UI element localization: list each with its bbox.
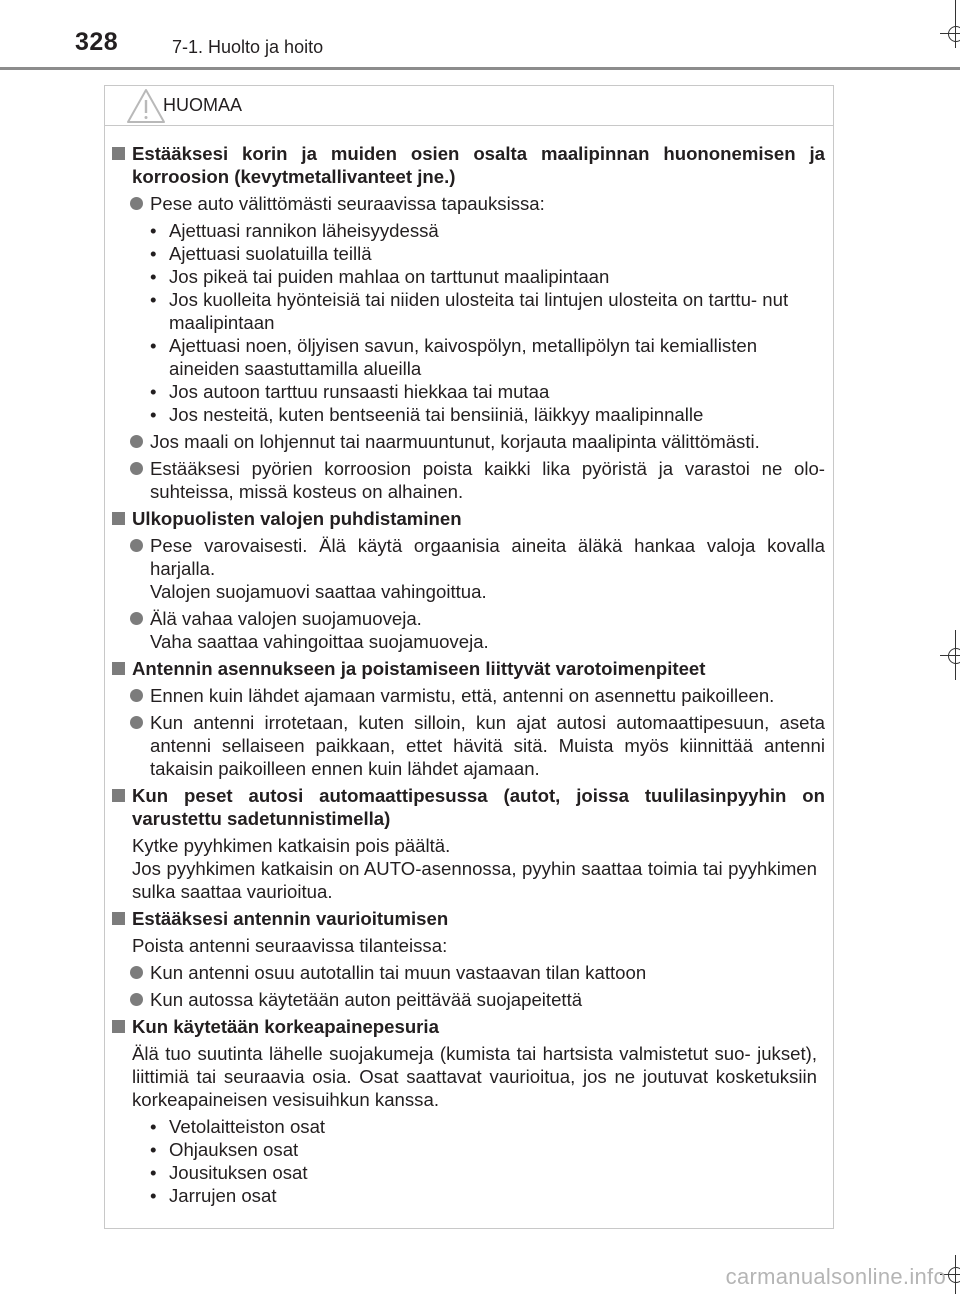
header-rule [0, 67, 960, 70]
sublist-item: • Ajettuasi rannikon läheisyydessä [150, 220, 439, 241]
sublist-item: • Jarrujen osat [150, 1185, 277, 1206]
list-item: Kun antenni osuu autotallin tai muun vastaavan tilan kattoon [105, 961, 833, 984]
list-item: Pese auto välittömästi seuraavissa tapauksissa: [105, 192, 833, 215]
sublist-item: • Ajettuasi noen, öljyisen savun, kaivospölyn, metallipölyn tai kemiallisten aineiden saastuttamilla alueilla [150, 335, 758, 379]
notice-content [105, 142, 833, 1207]
round-bullet-icon [130, 612, 143, 625]
sublist-item: • Jos nesteitä, kuten bentseeniä tai bensiiniä, läikkyy maalipinnalle [150, 404, 704, 425]
sublist-item: • Jos kuolleita hyönteisiä tai niiden ulosteita tai lintujen ulosteita on tarttu- nut maalipintaan [150, 289, 789, 333]
section-paint-protection [105, 142, 833, 503]
crop-mark-right-middle [940, 630, 960, 680]
sublist-item: • Jousituksen osat [150, 1162, 308, 1183]
square-bullet-icon [112, 789, 125, 802]
section-heading: Estääksesi antennin vaurioitumisen [105, 907, 833, 930]
sublist [105, 1115, 833, 1207]
section-paragraph: Älä tuo suutinta lähelle suojakumeja (kumista tai hartsista valmistetut suo- jukset), liittimiä tai seuraavia osia. Osat saattavat vaurioitua, jos ne joutuvat kosketuksiin korkeapaineisen vesisuihkun kanssa. [132, 1043, 817, 1110]
sublist [105, 219, 833, 426]
warning-triangle-icon [126, 88, 166, 124]
round-bullet-icon [130, 462, 143, 475]
square-bullet-icon [112, 912, 125, 925]
list-item: Ennen kuin lähdet ajamaan varmistu, että, antenni on asennettu paikoilleen. [105, 684, 833, 707]
section-heading: Kun käytetään korkeapainepesuria [105, 1015, 833, 1038]
list-item: Jos maali on lohjennut tai naarmuuntunut, korjauta maalipinta välittömästi. [105, 430, 833, 453]
square-bullet-icon [112, 662, 125, 675]
square-bullet-icon [112, 1020, 125, 1033]
list-item: Pese varovaisesti. Älä käytä orgaanisia aineita äläkä hankaa valoja kovalla harjalla. Valojen suojamuovi saattaa vahingoittua. [105, 534, 833, 603]
list-item: Kun antenni irrotetaan, kuten silloin, kun ajat autosi automaattipesuun, aseta antenni sellaiseen paikkaan, ettet hävitä sitä. Muista myös kiinnittää antenni takaisin paikoilleen ennen kuin lähdet ajamaan. [105, 711, 833, 780]
notice-box [104, 85, 834, 1229]
round-bullet-icon [130, 966, 143, 979]
section-heading: Kun peset autosi automaattipesussa (autot, joissa tuulilasinpyyhin on varustettu sadetunnistimella) [105, 784, 833, 830]
section-automatic-car-wash [105, 784, 833, 903]
sublist-item: • Ajettuasi suolatuilla teillä [150, 243, 372, 264]
section-heading: Antennin asennukseen ja poistamiseen liittyvät varotoimenpiteet [105, 657, 833, 680]
section-antenna-precautions [105, 657, 833, 780]
section-paragraph: Kytke pyyhkimen katkaisin pois päältä. Jos pyyhkimen katkaisin on AUTO-asennossa, pyyhin saattaa toimia tai pyyhkimen sulka saattaa vaurioitua. [132, 835, 817, 902]
notice-header [105, 86, 833, 126]
round-bullet-icon [130, 539, 143, 552]
sublist-item: • Ohjauksen osat [150, 1139, 299, 1160]
list-item: Kun autossa käytetään auton peittävää suojapeitettä [105, 988, 833, 1011]
round-bullet-icon [130, 197, 143, 210]
crop-mark-top-right [940, 0, 960, 50]
square-bullet-icon [112, 147, 125, 160]
section-title: 7-1. Huolto ja hoito [172, 37, 324, 57]
section-antenna-damage [105, 907, 833, 1011]
sublist-item: • Jos pikeä tai puiden mahlaa on tarttunut maalipintaan [150, 266, 610, 287]
section-heading: Estääksesi korin ja muiden osien osalta maalipinnan huononemisen ja korroosion (kevytmetallivanteet jne.) [105, 142, 833, 188]
round-bullet-icon [130, 689, 143, 702]
sublist-item: • Vetolaitteiston osat [150, 1116, 326, 1137]
section-pressure-washer [105, 1015, 833, 1207]
notice-title: HUOMAA [163, 95, 243, 115]
square-bullet-icon [112, 512, 125, 525]
list-item: Älä vahaa valojen suojamuoveja. Vaha saattaa vahingoittaa suojamuoveja. [105, 607, 833, 653]
list-item: Estääksesi pyörien korroosion poista kaikki lika pyöristä ja varastoi ne olo- suhteissa, missä kosteus on alhainen. [105, 457, 833, 503]
section-heading: Ulkopuolisten valojen puhdistaminen [105, 507, 833, 530]
page-number: 328 [75, 28, 119, 56]
round-bullet-icon [130, 993, 143, 1006]
sublist-item: • Jos autoon tarttuu runsaasti hiekkaa tai mutaa [150, 381, 550, 402]
section-paragraph: Poista antenni seuraavissa tilanteissa: [132, 935, 448, 956]
round-bullet-icon [130, 435, 143, 448]
section-light-cleaning [105, 507, 833, 653]
watermark: carmanualsonline.info [725, 1264, 946, 1289]
round-bullet-icon [130, 716, 143, 729]
